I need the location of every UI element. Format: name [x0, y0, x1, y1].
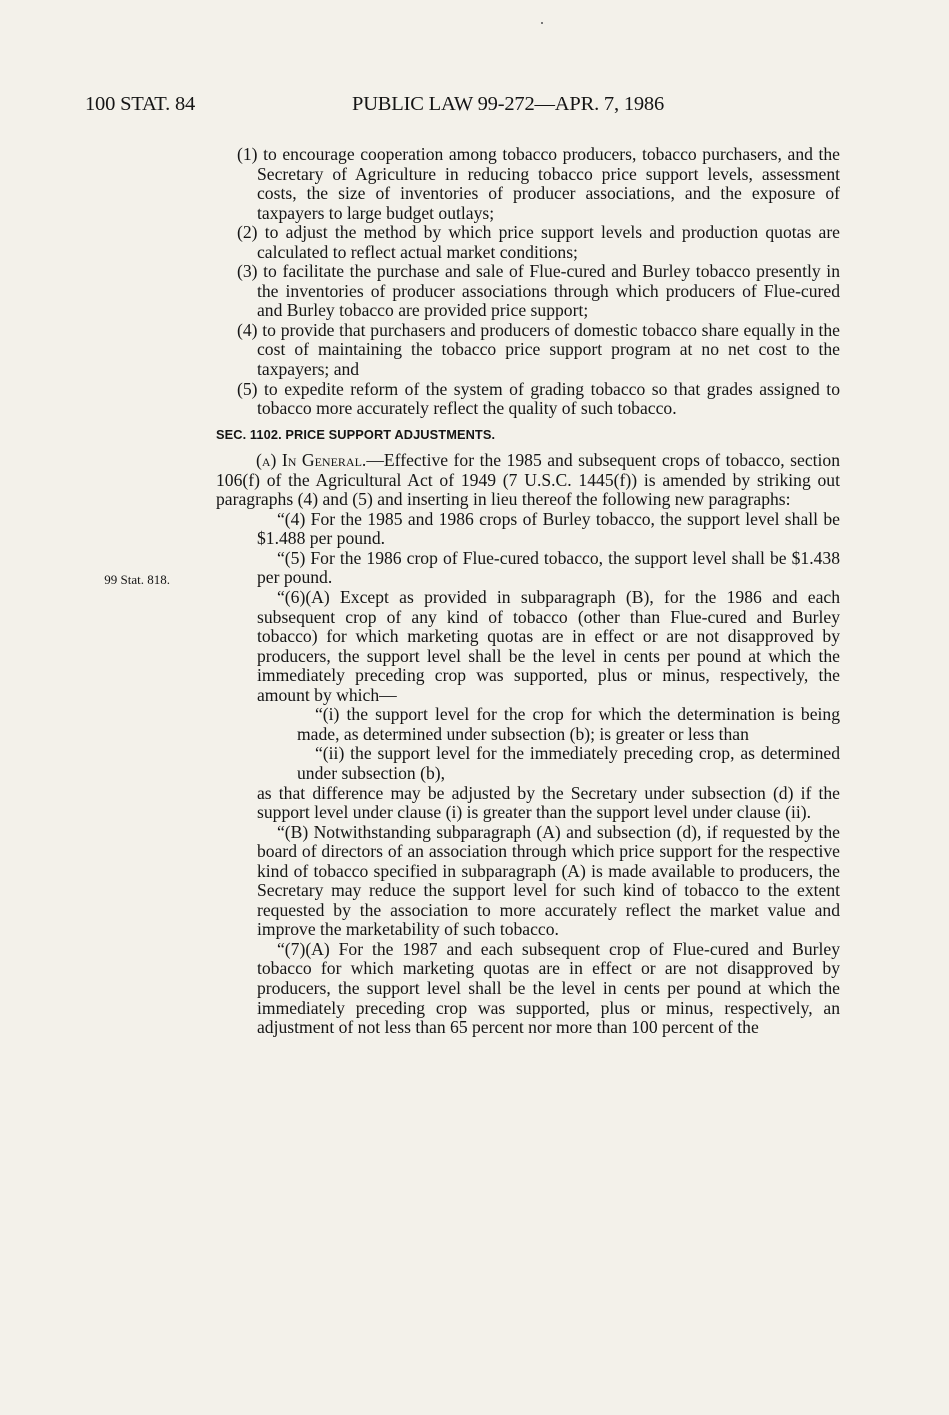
document-body: [216, 145, 840, 1038]
law-title: PUBLIC LAW 99-272—APR. 7, 1986: [352, 93, 665, 115]
quoted-paragraph-6a: “(6)(A) Except as provided in subparagraph (B), for the 1986 and each subsequent crop of any kind of tobacco (other than Flue-cured and Burley tobacco) for which marketing quotas are in effect or are not disapproved by producers, the support level shall be the level in cents per pound at which the immediately preceding crop was supported, plus or minus, respectively, the amount by which—: [257, 587, 840, 705]
scan-speck: [541, 22, 543, 24]
purpose-paragraph-5: (5) to expedite reform of the system of grading tobacco so that grades assigned to tobacco more accurately reflect the quality of such tobacco.: [237, 378, 840, 419]
clause-i: “(i) the support level for the crop for which the determination is being made, as determined under subsection (b); is greater or less than: [297, 704, 840, 744]
subsection-a-text: —Effective for the 1985 and subsequent crops of tobacco, section 106(f) of the Agricultural Act of 1949 (7 U.S.C. 1445(f)) is amended by striking out paragraphs (4) and (5) and inserting in lieu thereof the following new paragraphs:: [216, 450, 840, 510]
quoted-paragraph-7a: “(7)(A) For the 1987 and each subsequent crop of Flue-cured and Burley tobacco for which marketing quotas are in effect or are not disapproved by producers, the support level shall be the level in cents per pound at which the immediately preceding crop was supported, plus or minus, respectively, an adjustment of not less than 65 percent nor more than 100 percent of the: [257, 938, 840, 1038]
section-heading: SEC. 1102. PRICE SUPPORT ADJUSTMENTS.: [216, 426, 496, 442]
clause-ii: “(ii) the support level for the immediately preceding crop, as determined under subsection (b),: [297, 743, 840, 783]
margin-citation: 99 Stat. 818.: [104, 572, 170, 587]
paragraph-6a-continuation: as that difference may be adjusted by the Secretary under subsection (d) if the support level under clause (i) is greater than the support level under clause (ii).: [257, 782, 840, 823]
purpose-paragraph-1: (1) to encourage cooperation among tobacco producers, tobacco purchasers, and the Secretary of Agriculture in reducing tobacco price support levels, assessment costs, the size of inventories of producer associations, and the exposure of taxpayers to large budget outlays;: [237, 144, 840, 223]
subsection-a-label: (a) In General.: [256, 450, 367, 471]
quoted-paragraph-5: “(5) For the 1986 crop of Flue-cured tobacco, the support level shall be $1.438 per pound.: [257, 547, 840, 588]
purpose-paragraph-4: (4) to provide that purchasers and producers of domestic tobacco share equally in the cost of maintaining the tobacco price support program at no net cost to the taxpayers; and: [237, 319, 840, 380]
page-reference: 100 STAT. 84: [85, 93, 196, 115]
quoted-paragraph-4: “(4) For the 1985 and 1986 crops of Burley tobacco, the support level shall be $1.488 per pound.: [257, 508, 840, 549]
purpose-paragraph-2: (2) to adjust the method by which price support levels and production quotas are calculated to reflect actual market conditions;: [237, 222, 840, 262]
purpose-paragraph-3: (3) to facilitate the purchase and sale of Flue-cured and Burley tobacco presently in the inventories of producer associations through which producers of Flue-cured and Burley tobacco are provided price support;: [237, 261, 840, 321]
quoted-paragraph-6b: “(B) Notwithstanding subparagraph (A) and subsection (d), if requested by the board of directors of an association through which price support for the respective kind of tobacco specified in subparagraph (A) is made available to producers, the Secretary may reduce the support level for such kind of tobacco to the extent requested by the association to more accurately reflect the market value and improve the marketability of such tobacco.: [257, 821, 840, 940]
subsection-a: [216, 451, 840, 510]
